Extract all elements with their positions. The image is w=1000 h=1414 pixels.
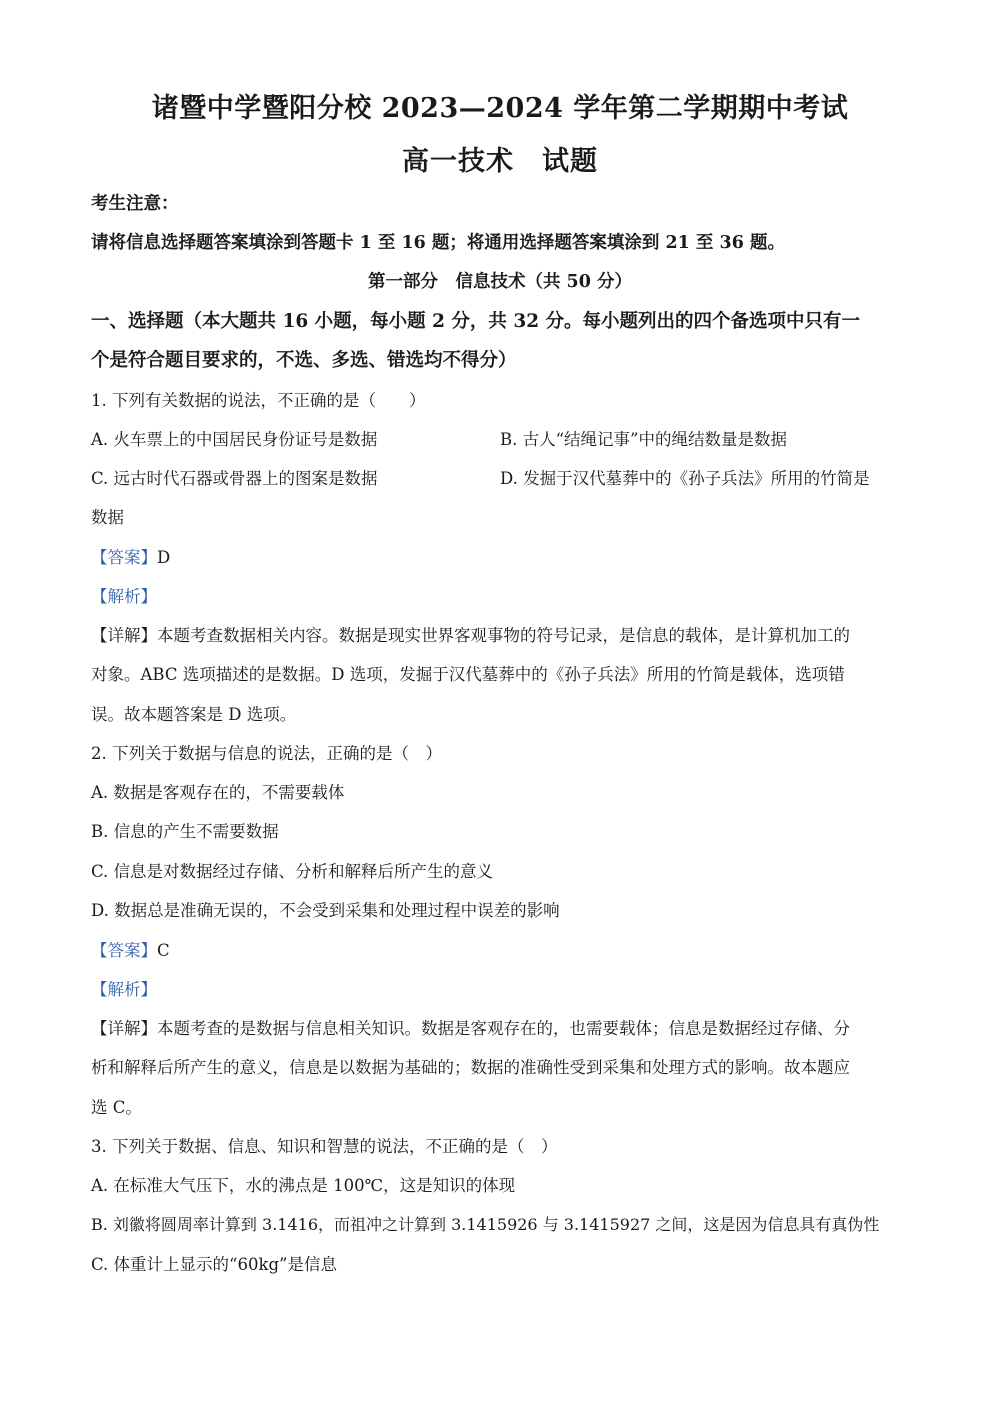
q2-analysis-tag: 【解析】 (91, 980, 157, 999)
notice-text: 请将信息选择题答案填涂到答题卡 1 至 16 题；将通用选择题答案填涂到 21 至 36 题。 (91, 233, 785, 253)
q1-option-a: A. 火车票上的中国居民身份证号是数据 (91, 430, 378, 449)
section1-heading-line2: 个是符合题目要求的，不选、多选、错选均不得分） (91, 350, 517, 371)
q2-option-a: A. 数据是客观存在的，不需要载体 (91, 783, 345, 802)
answer-tag: 【答案】 (91, 941, 157, 960)
q3-option-c: C. 体重计上显示的“60kg”是信息 (91, 1255, 337, 1274)
q1-detail-line2: 对象。ABC 选项描述的是数据。D 选项，发掘于汉代墓葬中的《孙子兵法》所用的竹简是载体，选项错 (91, 665, 845, 684)
q1-stem: 1. 下列有关数据的说法，不正确的是（ ） (91, 391, 426, 410)
q1-detail-line3: 误。故本题答案是 D 选项。 (91, 705, 297, 724)
notice-label: 考生注意： (91, 194, 179, 214)
q1-detail-line1: 【详解】本题考查数据相关内容。数据是现实世界客观事物的符号记录，是信息的载体，是计算机加工的 (91, 626, 850, 645)
q3-stem: 3. 下列关于数据、信息、知识和智慧的说法，不正确的是（ ） (91, 1137, 558, 1156)
q3-option-a: A. 在标准大气压下，水的沸点是 100℃，这是知识的体现 (91, 1176, 516, 1195)
q3-option-b: B. 刘徽将圆周率计算到 3.1416，而祖冲之计算到 3.1415926 与 3.1415927 之间，这是因为信息具有真伪性 (91, 1215, 880, 1234)
q2-detail-line1: 【详解】本题考查的是数据与信息相关知识。数据是客观存在的，也需要载体；信息是数据经过存储、分 (91, 1019, 850, 1038)
exam-title: 诸暨中学暨阳分校 2023—2024 学年第二学期期中考试 (151, 93, 849, 124)
q1-option-d: D. 发掘于汉代墓葬中的《孙子兵法》所用的竹简是 (500, 469, 870, 488)
q2-option-c: C. 信息是对数据经过存储、分析和解释后所产生的意义 (91, 862, 494, 881)
q1-answer-value: D (157, 548, 171, 567)
q2-option-b: B. 信息的产生不需要数据 (91, 822, 279, 841)
section1-heading-line1: 一、选择题（本大题共 16 小题，每小题 2 分，共 32 分。每小题列出的四个备选项中只有一 (91, 311, 861, 332)
q1-option-b: B. 古人“结绳记事”中的绳结数量是数据 (500, 430, 787, 449)
q2-stem: 2. 下列关于数据与信息的说法，正确的是（ ） (91, 744, 442, 763)
q1-option-c: C. 远古时代石器或骨器上的图案是数据 (91, 469, 378, 488)
q1-answer-row (91, 544, 170, 568)
q2-detail-line2: 析和解释后所产生的意义，信息是以数据为基础的；数据的准确性受到采集和处理方式的影响。故本题应 (91, 1058, 850, 1077)
q1-analysis-tag: 【解析】 (91, 587, 157, 606)
q1-option-d-cont: 数据 (91, 508, 124, 527)
answer-tag: 【答案】 (91, 548, 157, 567)
q2-detail-line3: 选 C。 (91, 1098, 142, 1117)
exam-subtitle: 高一技术 试题 (402, 146, 598, 177)
q2-answer-row (91, 937, 170, 961)
q2-answer-value: C (157, 941, 170, 960)
q2-option-d: D. 数据总是准确无误的，不会受到采集和处理过程中误差的影响 (91, 901, 560, 920)
part1-title: 第一部分 信息技术（共 50 分） (367, 272, 633, 292)
